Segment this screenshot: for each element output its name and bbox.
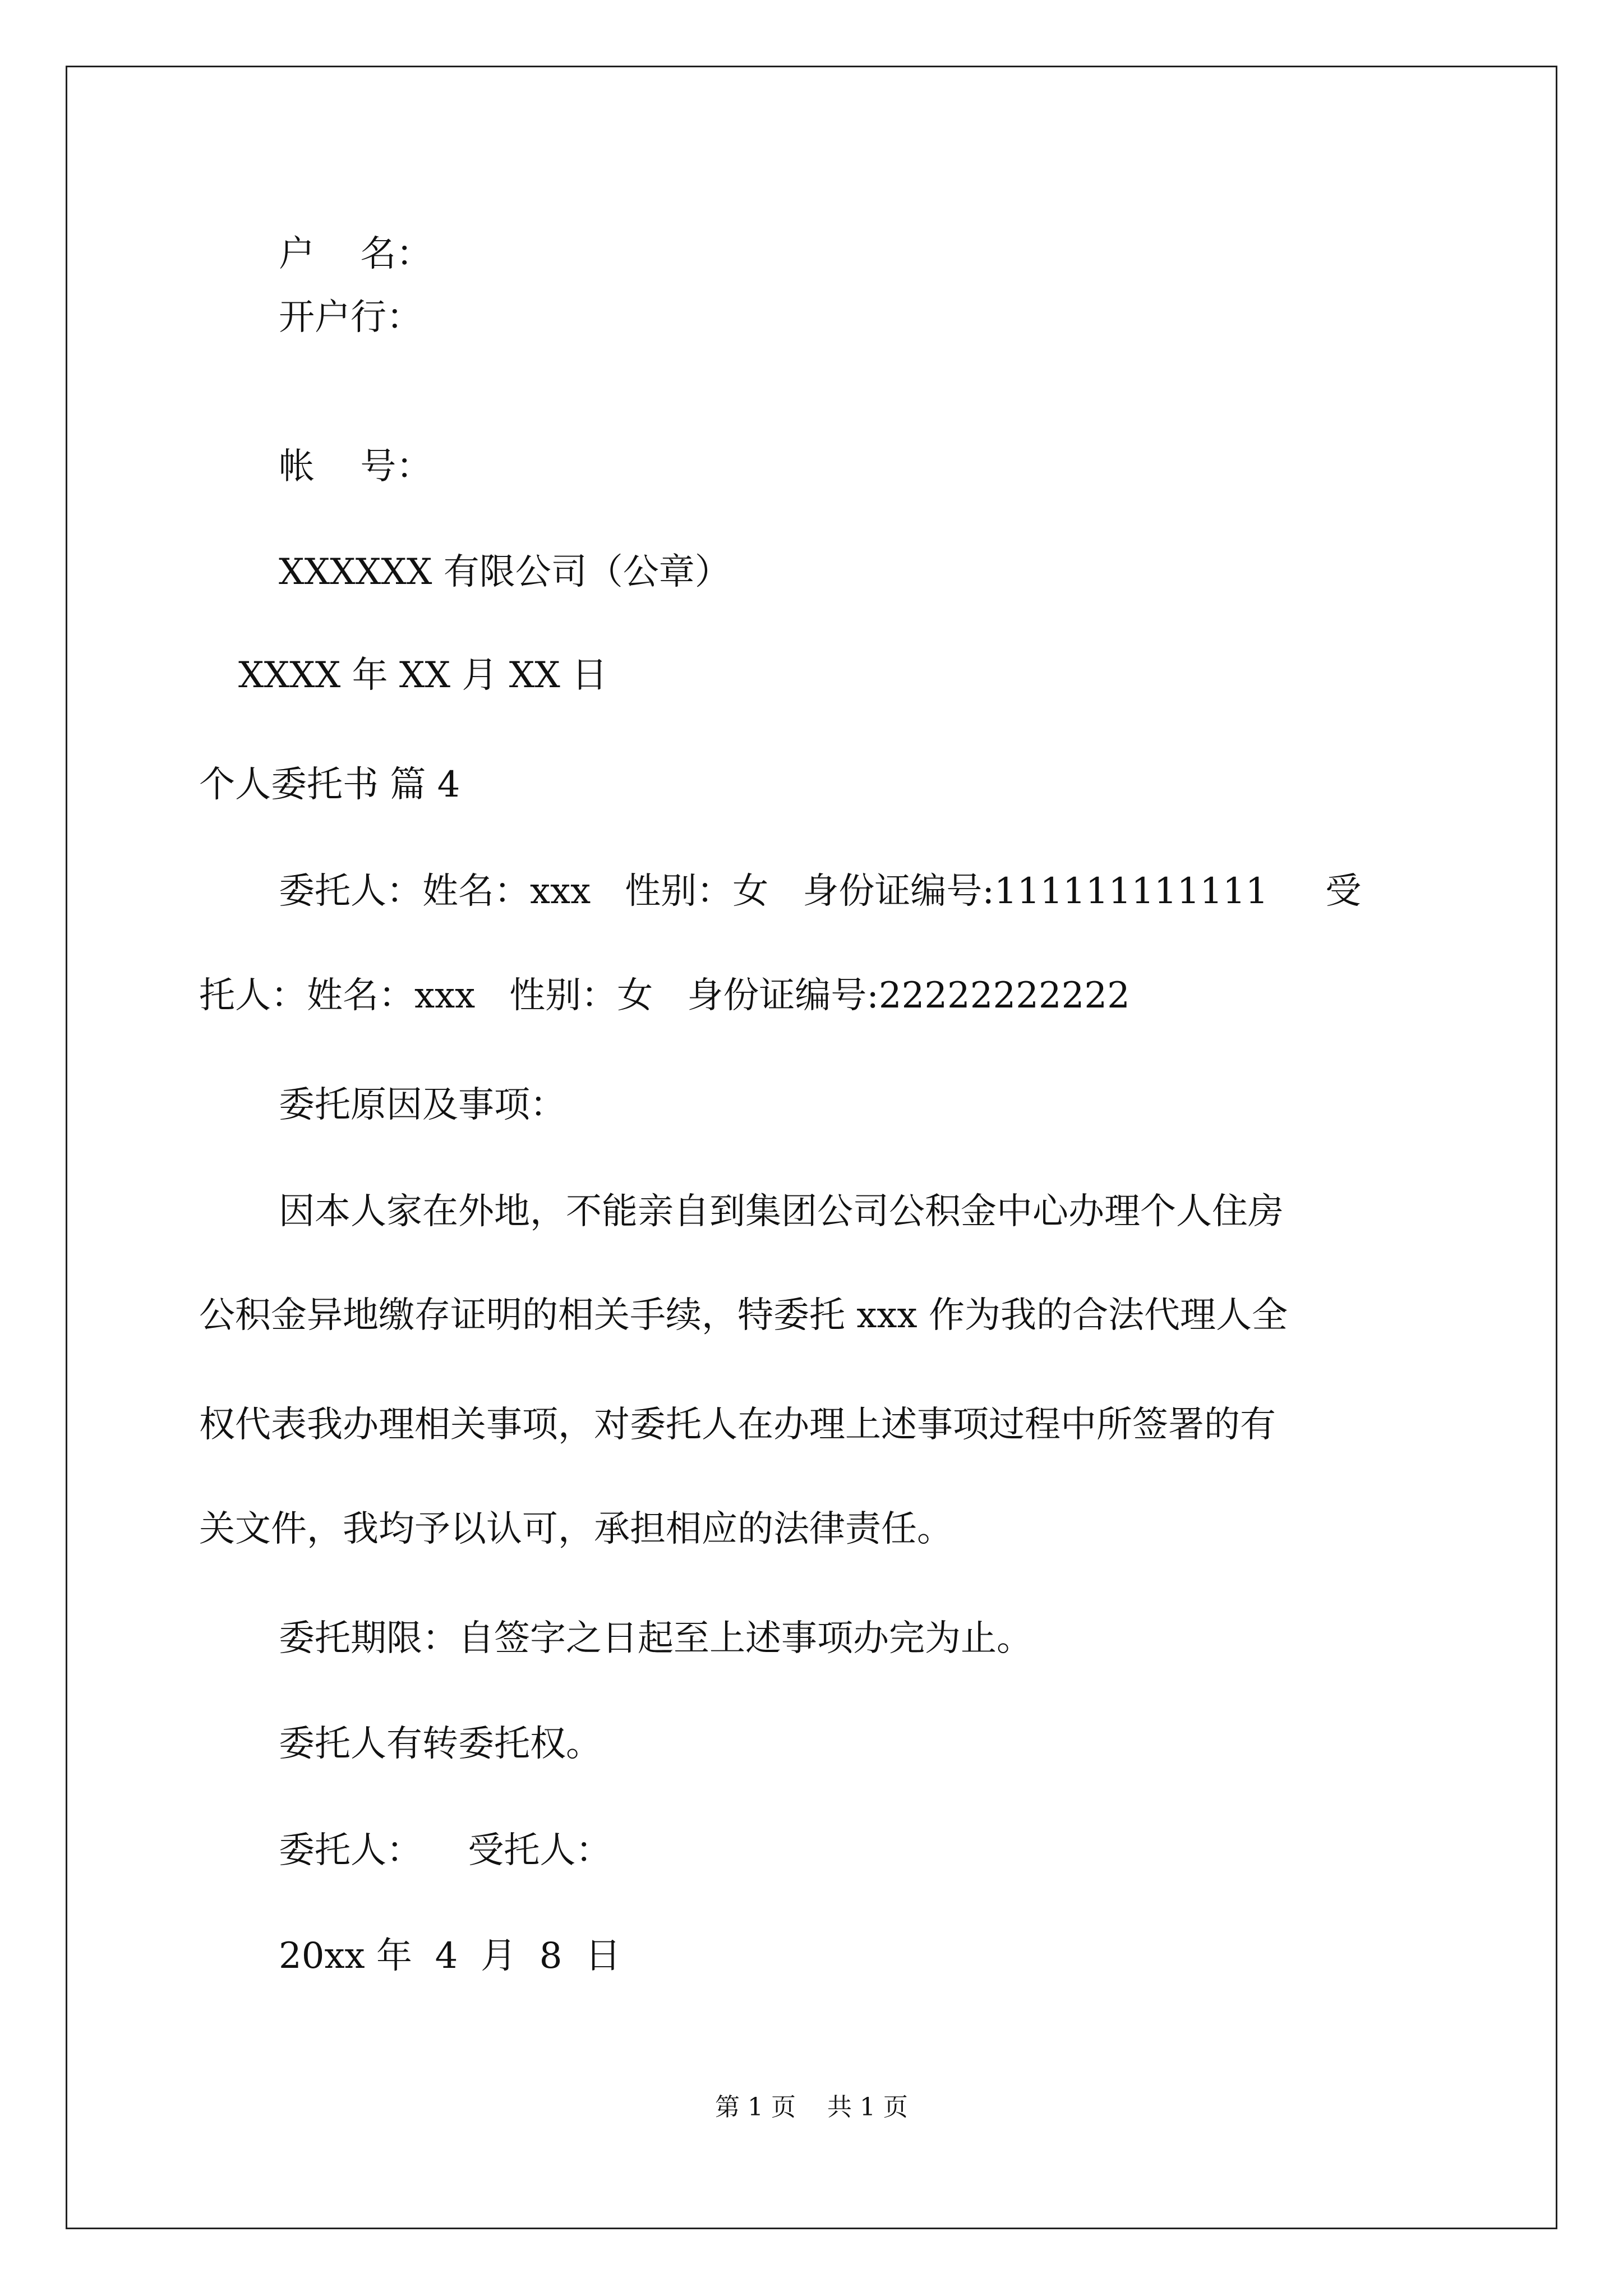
reason-heading: 委托原因及事项： <box>279 1084 566 1126</box>
reason-paragraph-line-2: 公积金异地缴存证明的相关手续，特委托 xxx 作为我的合法代理人全 <box>199 1295 1288 1336</box>
principal-info-line: 委托人：姓名：xxx 性别：女 身份证编号:111111111111 受 <box>279 871 1362 912</box>
signing-date-line: 20xx 年 4 月 8 日 <box>279 1935 621 1977</box>
bank-line: 开户行： <box>279 297 422 338</box>
page-number-footer: 第 1 页 共 1 页 <box>715 2093 908 2122</box>
reason-paragraph-line-3: 权代表我办理相关事项，对委托人在办理上述事项过程中所签署的有 <box>199 1404 1276 1446</box>
term-line: 委托期限：自签字之日起至上述事项办完为止。 <box>279 1618 1032 1659</box>
company-seal-line: XXXXXX 有限公司（公章） <box>279 551 731 593</box>
reason-paragraph-line-4: 关文件，我均予以认可，承担相应的法律责任。 <box>199 1508 953 1550</box>
date-line: XXXX 年 XX 月 XX 日 <box>238 655 608 696</box>
account-name-line: 户 名： <box>279 233 432 275</box>
reason-paragraph-line-1: 因本人家在外地，不能亲自到集团公司公积金中心办理个人住房 <box>279 1191 1284 1232</box>
signature-line: 委托人： 受托人： <box>279 1830 612 1871</box>
agent-info-line: 托人：姓名：xxx 性别：女 身份证编号:22222222222 <box>199 975 1130 1016</box>
section-heading: 个人委托书 篇 4 <box>199 764 460 806</box>
page-border <box>66 66 1557 2229</box>
sub-delegation-line: 委托人有转委托权。 <box>279 1723 602 1765</box>
account-number-line: 帐 号： <box>279 446 432 487</box>
